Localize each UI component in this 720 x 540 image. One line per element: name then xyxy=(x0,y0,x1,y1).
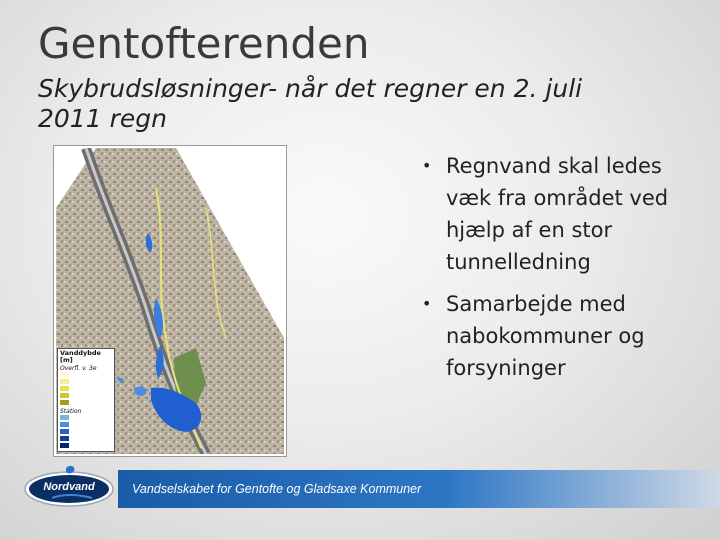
bullet-list xyxy=(420,150,710,394)
flood-map-image xyxy=(54,146,286,456)
bullet-text: Samarbejde med nabokommuner og forsyninger xyxy=(446,292,645,380)
legend-swatch xyxy=(60,386,69,391)
footer-bar xyxy=(118,470,720,508)
legend-swatch xyxy=(60,379,69,384)
bullet-text: Regnvand skal ledes væk fra området ved hjælp af en stor tunnelledning xyxy=(446,154,669,274)
legend-section-surface: Overfl. v. 3e xyxy=(60,365,97,372)
legend-row xyxy=(60,429,112,436)
slide-title: Gentofterenden xyxy=(38,19,370,68)
legend-section-station: Station xyxy=(60,408,82,415)
legend-row xyxy=(60,400,112,407)
legend-swatch xyxy=(60,400,69,405)
legend-row xyxy=(60,422,112,429)
legend-row xyxy=(60,443,112,450)
legend-swatch xyxy=(60,429,69,434)
legend-row xyxy=(60,379,112,386)
footer-text: Vandselskabet for Gentofte og Gladsaxe Kommuner xyxy=(132,482,422,496)
bullet-item xyxy=(420,150,710,278)
legend-swatch xyxy=(60,372,69,377)
legend-swatch xyxy=(60,393,69,398)
legend-title: Vanddybde [m] xyxy=(60,349,101,364)
legend-swatch xyxy=(60,443,69,448)
slide-subtitle: Skybrudsløsninger- når det regner en 2. juli 2011 regn xyxy=(38,74,583,133)
legend-row xyxy=(60,372,112,379)
legend-row xyxy=(60,415,112,422)
logo-text: Nordvand xyxy=(43,481,95,493)
bullet-item xyxy=(420,288,710,384)
bullet-dot: • xyxy=(422,294,432,313)
legend-swatch xyxy=(60,436,69,441)
nordvand-logo xyxy=(22,462,116,510)
legend-row xyxy=(60,393,112,400)
legend-row xyxy=(60,386,112,393)
map-legend xyxy=(57,348,115,452)
legend-swatch xyxy=(60,415,69,420)
legend-row xyxy=(60,436,112,443)
legend-swatch xyxy=(60,422,69,427)
bullet-dot: • xyxy=(422,156,432,175)
